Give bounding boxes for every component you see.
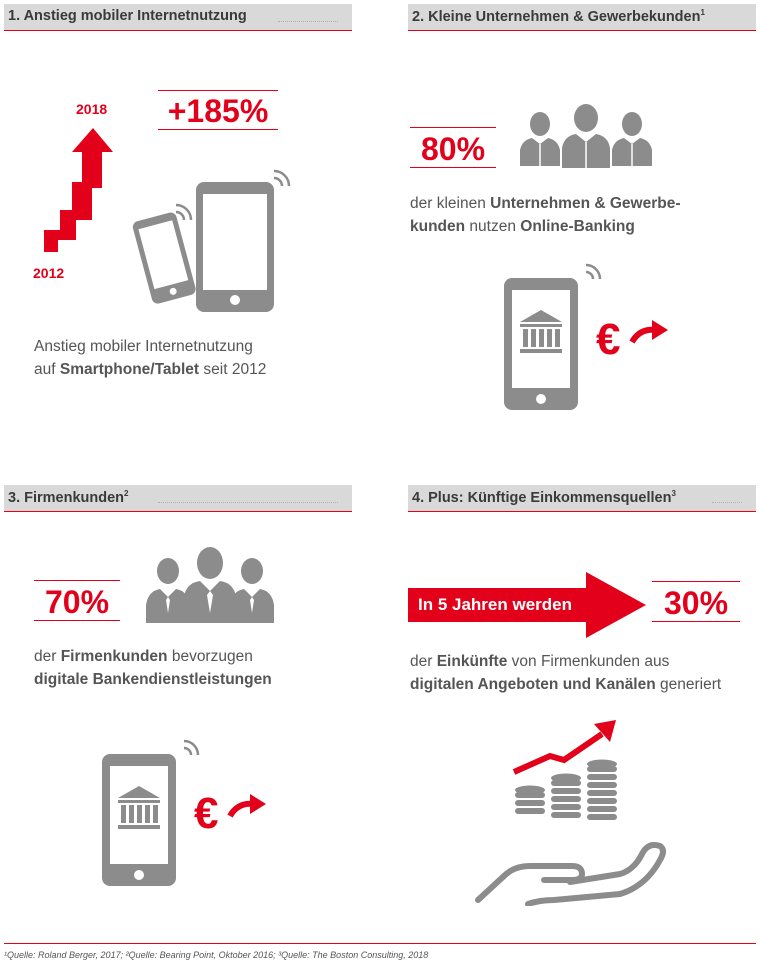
section2-line2-bold2: Online-Banking [520,218,635,235]
section4-line2 [410,673,721,696]
section2-stat: 80% [410,127,496,168]
section4-line1-post: von Firmenkunden aus [507,653,670,670]
section4-title-text: 4. Plus: Künftige Einkommensquellen [412,489,672,506]
tablet-icon [192,166,292,314]
section3-line1-pre: der [34,648,61,665]
year-end-label: 2018 [76,101,108,117]
section2-title-sup: 1 [700,8,705,17]
section3-line1-post: bevorzugen [167,648,253,665]
section1-header-dots [278,21,338,22]
section4-line2-bold: digitalen Angeboten und Kanälen [410,676,656,693]
mobile-bank-phone-icon-2 [98,738,208,888]
section4-title [412,489,676,506]
coin-stacks-icon [512,752,622,822]
section4-header-dots [712,502,742,503]
section1-line2-pre: auf [34,361,60,378]
section2-title-text: 2. Kleine Unternehmen & Gewerbekunden [412,8,701,25]
section2-title [412,8,705,25]
year-start-label: 2012 [33,265,65,281]
svg-text:€: € [194,789,219,836]
section2-header [408,4,756,31]
section3-line1 [34,645,253,668]
section4-header [408,485,756,512]
section4-title-sup: 3 [671,489,676,498]
section2-line1-bold: Unternehmen & Gewerbe- [490,195,681,212]
mobile-bank-phone-icon [500,262,610,412]
section1-line2-post: seit 2012 [199,361,267,378]
growth-step-arrow-icon [36,126,116,256]
business-people-icon [518,104,654,170]
section1-line1: Anstieg mobiler Internetnutzung [34,338,253,355]
corporate-clients-icon [140,545,280,625]
arrow-text: In 5 Jahren werden [418,595,572,614]
section2-line2-mid: nutzen [465,218,521,235]
section3-title-sup: 2 [124,489,129,498]
section4-line1-pre: der [410,653,437,670]
section3-line2-bold: digitale Bankendienstleistungen [34,671,272,688]
section4-line1-bold: Einkünfte [436,653,508,670]
section2-line2-bold1: kunden [410,218,466,235]
section3-line2 [34,668,272,691]
section2-line1 [410,192,681,215]
section3-header [4,485,352,512]
section1-header [4,4,352,31]
section1-stat: +185% [158,90,278,130]
svg-text:€: € [596,315,621,362]
section2-line2 [410,215,635,238]
section4-line1 [410,650,669,673]
euro-transfer-icon [596,312,672,362]
section3-stat: 70% [34,580,120,621]
footer-divider [4,943,756,944]
euro-transfer-icon-2 [194,786,270,836]
section3-title [8,489,128,506]
section4-line2-post: generiert [655,676,722,693]
section4-stat: 30% [652,581,740,622]
section1-line2 [34,358,266,381]
section3-header-dots [158,502,338,503]
section2-line1-pre: der kleinen [410,195,491,212]
section3-title-text: 3. Firmenkunden [8,489,125,506]
section1-title: 1. Anstieg mobiler Internetnutzung [8,8,247,24]
open-hand-icon [470,826,670,906]
section1-line2-bold: Smartphone/Tablet [59,361,200,378]
footer-sources: ¹Quelle: Roland Berger, 2017; ²Quelle: Bearing Point, Oktober 2016; ³Quelle: The Boston Consulting, 2018 [4,950,429,960]
section3-line1-bold: Firmenkunden [60,648,168,665]
